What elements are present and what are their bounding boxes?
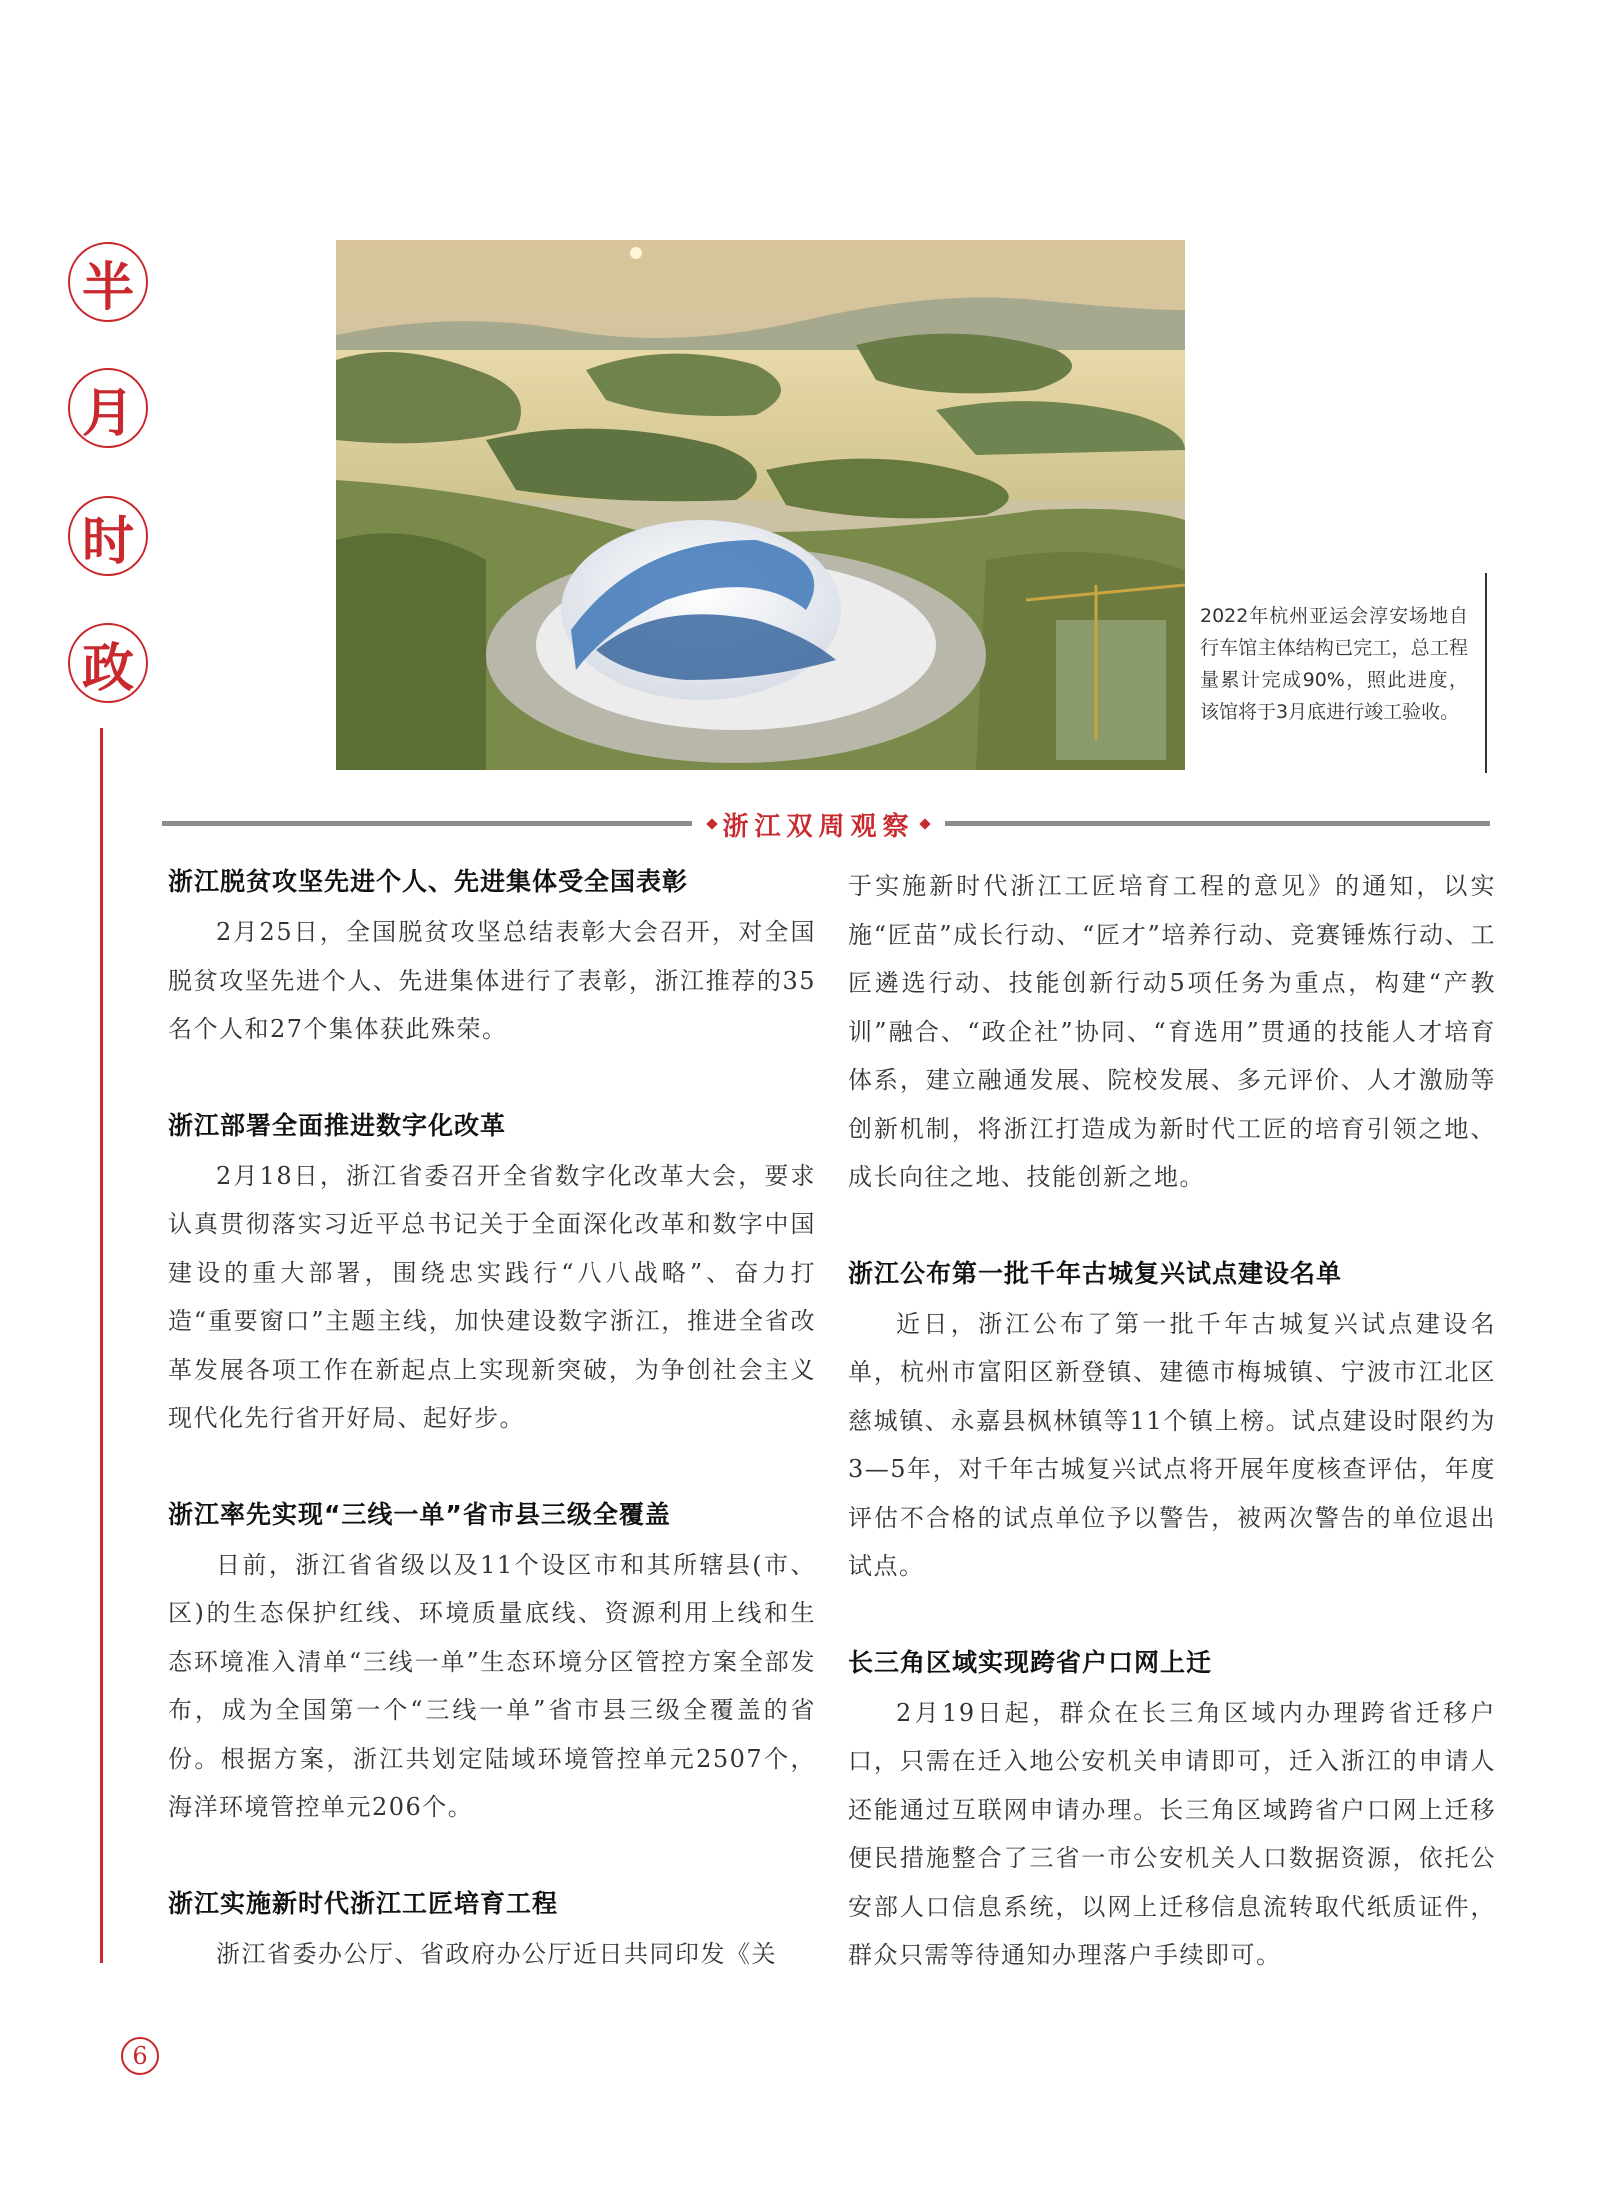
article-title: 浙江公布第一批千年古城复兴试点建设名单 <box>848 1258 1343 1288</box>
page-number: 6 <box>121 2037 159 2075</box>
left-column <box>168 862 816 1978</box>
article-title: 浙江率先实现“三线一单”省市县三级全覆盖 <box>168 1499 671 1529</box>
section-title-text: 浙江双周观察 <box>722 811 915 842</box>
caption-rule <box>1485 573 1487 773</box>
side-label-char-2: 月 <box>68 368 148 448</box>
article-body: 2月19日起，群众在长三角区域内办理跨省迁移户口，只需在迁入地公安机关申请即可，迁入浙江的申请人还能通过互联网申请办理。长三角区域跨省户口网上迁移便民措施整合了三省一市公安机关人口数据资源，依托公安部人口信息系统，以网上迁移信息流转取代纸质证件，群众只需等待通知办理落户手续即可。 <box>848 1698 1496 1969</box>
article-body: 近日，浙江公布了第一批千年古城复兴试点建设名单，杭州市富阳区新登镇、建德市梅城镇、宁波市江北区慈城镇、永嘉县枫林镇等11个镇上榜。试点建设时限约为3—5年，对千年古城复兴试点将开展年度核查评估，年度评估不合格的试点单位予以警告，被两次警告的单位退出试点。 <box>848 1309 1496 1580</box>
article-poverty-award <box>168 862 816 1054</box>
diamond-icon <box>707 818 718 829</box>
side-label-char-1: 半 <box>68 242 148 322</box>
article-three-lines <box>168 1495 816 1832</box>
side-vertical-rule <box>100 728 103 1963</box>
photo-caption: 2022年杭州亚运会淳安场地自行车馆主体结构已完工，总工程量累计完成90%，照此进度，该馆将于3月底进行竣工验收。 <box>1200 605 1468 723</box>
article-body: 2月18日，浙江省委召开全省数字化改革大会，要求认真贯彻落实习近平总书记关于全面深化改革和数字中国建设的重大部署，围绕忠实践行“八八战略”、奋力打造“重要窗口”主题主线，加快建设数字浙江，推进全省改革发展各项工作在新起点上实现新突破，为争创社会主义现代化先行省开好局、起好步。 <box>168 1161 816 1432</box>
article-body: 2月25日，全国脱贫攻坚总结表彰大会召开，对全国脱贫攻坚先进个人、先进集体进行了表彰，浙江推荐的35名个人和27个集体获此殊荣。 <box>168 918 816 1043</box>
side-label-char-4: 政 <box>68 623 148 703</box>
article-craftsman-continued <box>848 862 1496 1202</box>
article-title: 浙江脱贫攻坚先进个人、先进集体受全国表彰 <box>168 867 689 896</box>
diamond-icon <box>919 818 930 829</box>
section-title <box>692 804 945 844</box>
article-digital-reform <box>168 1106 816 1443</box>
article-ancient-towns <box>848 1254 1496 1591</box>
article-body: 于实施新时代浙江工匠培育工程的意见》的通知，以实施“匠苗”成长行动、“匠才”培养行动、竞赛锤炼行动、工匠遴选行动、技能创新行动5项任务为重点，构建“产教训”融合、“政企社”协同、“育选用”贯通的技能人才培育体系，建立融通发展、院校发展、多元评价、人才激励等创新机制，将浙江打造成为新时代工匠的培育引领之地、成长向往之地、技能创新之地。 <box>848 872 1496 1191</box>
article-craftsman <box>168 1884 816 1979</box>
article-body: 日前，浙江省省级以及11个设区市和其所辖县(市、区)的生态保护红线、环境质量底线、资源利用上线和生态环境准入清单“三线一单”生态环境分区管控方案全部发布，成为全国第一个“三线一单”省市县三级全覆盖的省份。根据方案，浙江共划定陆域环境管控单元2507个，海洋环境管控单元206个。 <box>168 1550 816 1821</box>
side-label-char-3: 时 <box>68 496 148 576</box>
velodrome-photo <box>336 240 1185 770</box>
article-body: 浙江省委办公厅、省政府办公厅近日共同印发《关 <box>216 1939 777 1968</box>
right-column <box>848 862 1496 1980</box>
section-rule-left <box>162 821 692 826</box>
article-title: 长三角区域实现跨省户口网上迁 <box>848 1647 1213 1677</box>
article-title: 浙江部署全面推进数字化改革 <box>168 1110 507 1140</box>
article-household-migration <box>848 1643 1496 1980</box>
section-rule-right <box>945 821 1490 826</box>
article-title: 浙江实施新时代浙江工匠培育工程 <box>168 1888 559 1918</box>
